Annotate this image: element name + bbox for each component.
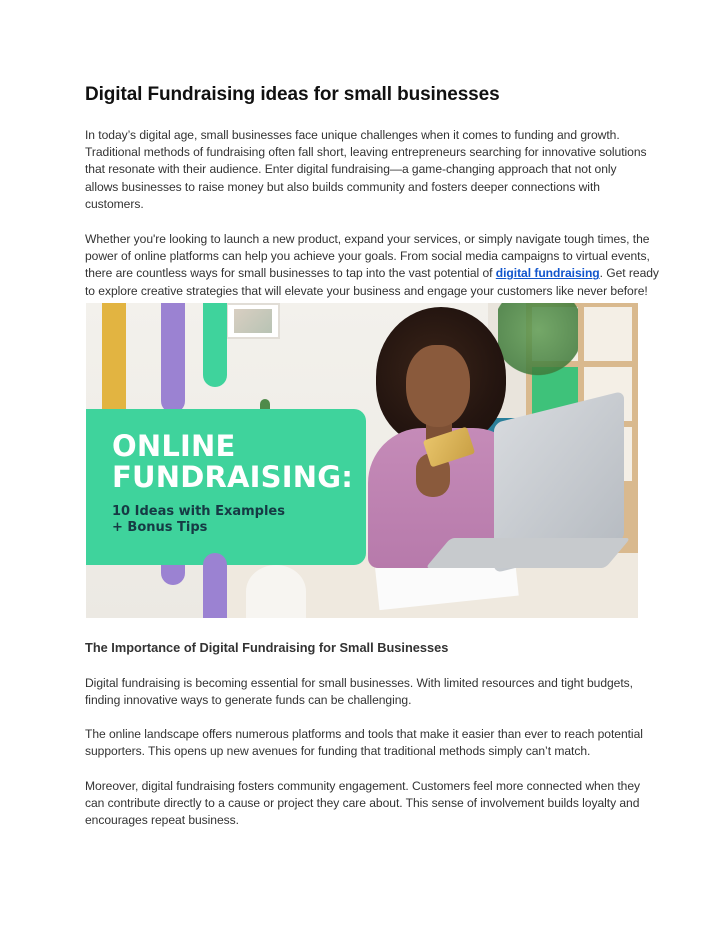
text-line: The online landscape offers numerous platforms and tools that make it easier than ever to reach potential xyxy=(85,727,643,741)
banner-title-line: ONLINE xyxy=(112,429,236,463)
second-paragraph xyxy=(85,231,659,300)
section-paragraph xyxy=(85,778,640,830)
picture-frame-art xyxy=(234,309,272,333)
text-line-with-link xyxy=(85,265,659,282)
text-line: encourages repeat business. xyxy=(85,813,239,828)
text-line: supporters. This opens up new avenues for funding that traditional methods simply can’t match. xyxy=(85,744,591,759)
text-line: can contribute directly to a cause or project they care about. This sense of involvement builds loyalty and xyxy=(85,796,640,811)
text-fragment: . Get ready xyxy=(599,266,659,281)
banner-subtitle-line: + Bonus Tips xyxy=(112,520,208,535)
section-paragraph xyxy=(85,675,640,709)
banner-title xyxy=(112,431,353,493)
intro-paragraph xyxy=(85,127,647,213)
picture-frame xyxy=(226,303,280,339)
text-line: Traditional methods of fundraising often fall short, leaving entrepreneurs searching for innovative solutions xyxy=(85,145,647,160)
section-paragraph xyxy=(85,726,643,760)
banner-subtitle-line: 10 Ideas with Examples xyxy=(112,504,285,519)
text-line: Digital fundraising is becoming essential for small businesses. With limited resources and tight budgets, xyxy=(85,676,633,690)
decorative-bar-purple xyxy=(161,303,185,413)
text-line: power of online platforms can help you achieve your goals. From social media campaigns to virtual events, xyxy=(85,249,650,264)
person-face xyxy=(406,345,470,427)
decorative-bar-yellow xyxy=(102,303,126,425)
shelf-cell xyxy=(584,307,632,361)
text-line: Moreover, digital fundraising fosters community engagement. Customers feel more connected when they xyxy=(85,779,641,793)
text-line: that resonate with their audience. Enter digital fundraising—a game-changing approach that not only xyxy=(85,162,617,177)
decorative-bar-green xyxy=(203,303,227,387)
text-line: allows businesses to raise money but also builds community and fosters deeper connections with xyxy=(85,179,600,194)
text-fragment: there are countless ways for small businesses to tap into the vast potential of xyxy=(85,266,496,281)
section-heading: The Importance of Digital Fundraising for Small Businesses xyxy=(85,640,449,655)
text-line: In today’s digital age, small businesses face unique challenges when it comes to funding and growth. xyxy=(85,128,620,142)
text-line: customers. xyxy=(85,196,144,211)
text-line: finding innovative ways to generate funds can be challenging. xyxy=(85,693,412,708)
banner-subtitle xyxy=(112,504,285,536)
text-line: Whether you're looking to launch a new product, expand your services, or simply navigate tough times, the xyxy=(85,232,650,246)
laptop-base xyxy=(425,538,630,568)
decorative-bar-purple-lower xyxy=(161,565,185,585)
banner-title-line: FUNDRAISING: xyxy=(112,460,354,494)
plant xyxy=(498,303,578,393)
hero-image xyxy=(86,303,638,618)
page-title: Digital Fundraising ideas for small businesses xyxy=(85,84,500,105)
mug xyxy=(246,565,306,618)
text-line: to explore creative strategies that will elevate your business and engage your customers like never before! xyxy=(85,283,648,298)
decorative-bar-purple-bottom xyxy=(203,553,227,618)
digital-fundraising-link[interactable]: digital fundraising xyxy=(495,266,600,281)
